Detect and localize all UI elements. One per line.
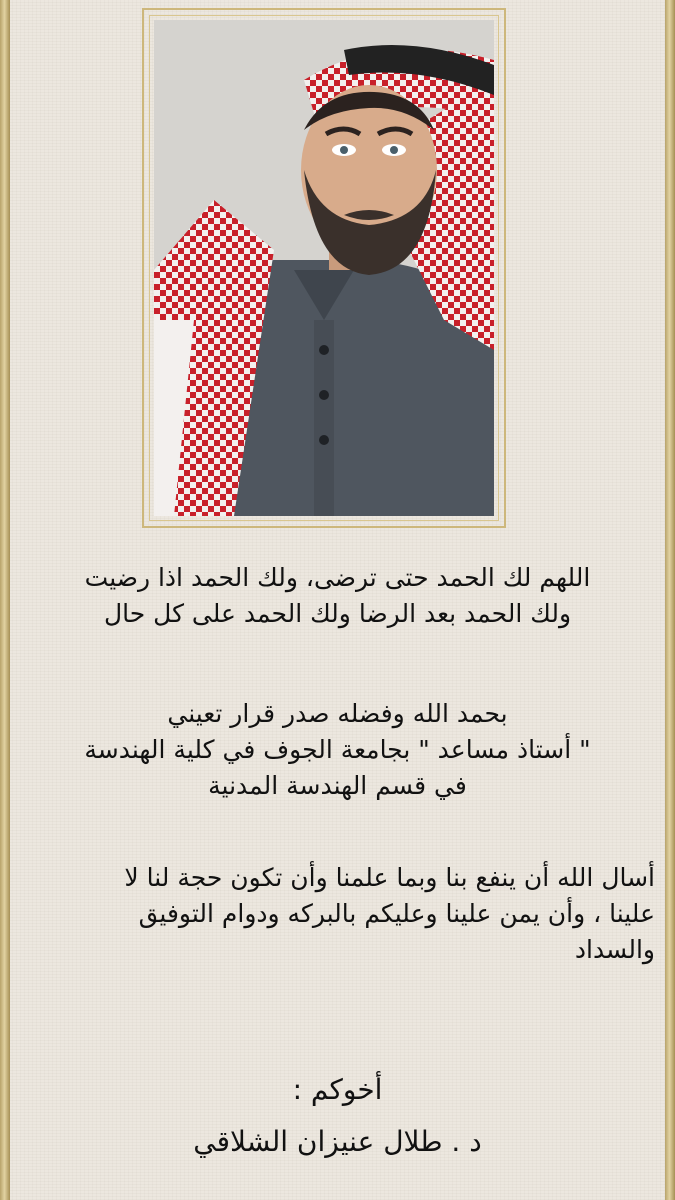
prayer-line-3: والسداد — [574, 935, 655, 964]
prayer-line-1: أسال الله أن ينفع بنا وبما علمنا وأن تكون حجة لنا لا — [124, 863, 655, 892]
praise-line-1: اللهم لك الحمد حتى ترضى، ولك الحمد اذا رضيت — [84, 563, 591, 592]
portrait-photo — [154, 20, 494, 516]
appointment-line-1: بحمد الله وفضله صدر قرار تعيني — [167, 699, 508, 728]
closing-salutation: أخوكم : — [292, 1073, 383, 1106]
portrait-illustration — [154, 20, 494, 516]
photo-frame-inner — [149, 15, 499, 521]
appointment-paragraph — [18, 696, 657, 804]
left-gold-border — [0, 0, 10, 1200]
right-gold-border — [665, 0, 675, 1200]
photo-frame — [142, 8, 506, 528]
praise-paragraph — [36, 560, 639, 632]
prayer-line-2: علينا ، وأن يمن علينا وعليكم بالبركه ودوام التوفيق — [138, 899, 655, 928]
praise-line-2: ولك الحمد بعد الرضا ولك الحمد على كل حال — [103, 599, 572, 628]
prayer-paragraph — [20, 860, 655, 968]
signature-name: د . طلال عنيزان الشلاقي — [193, 1125, 482, 1158]
appointment-line-2: " أستاذ مساعد " بجامعة الجوف في كلية الهندسة — [84, 735, 591, 764]
appointment-line-3: في قسم الهندسة المدنية — [208, 771, 467, 800]
